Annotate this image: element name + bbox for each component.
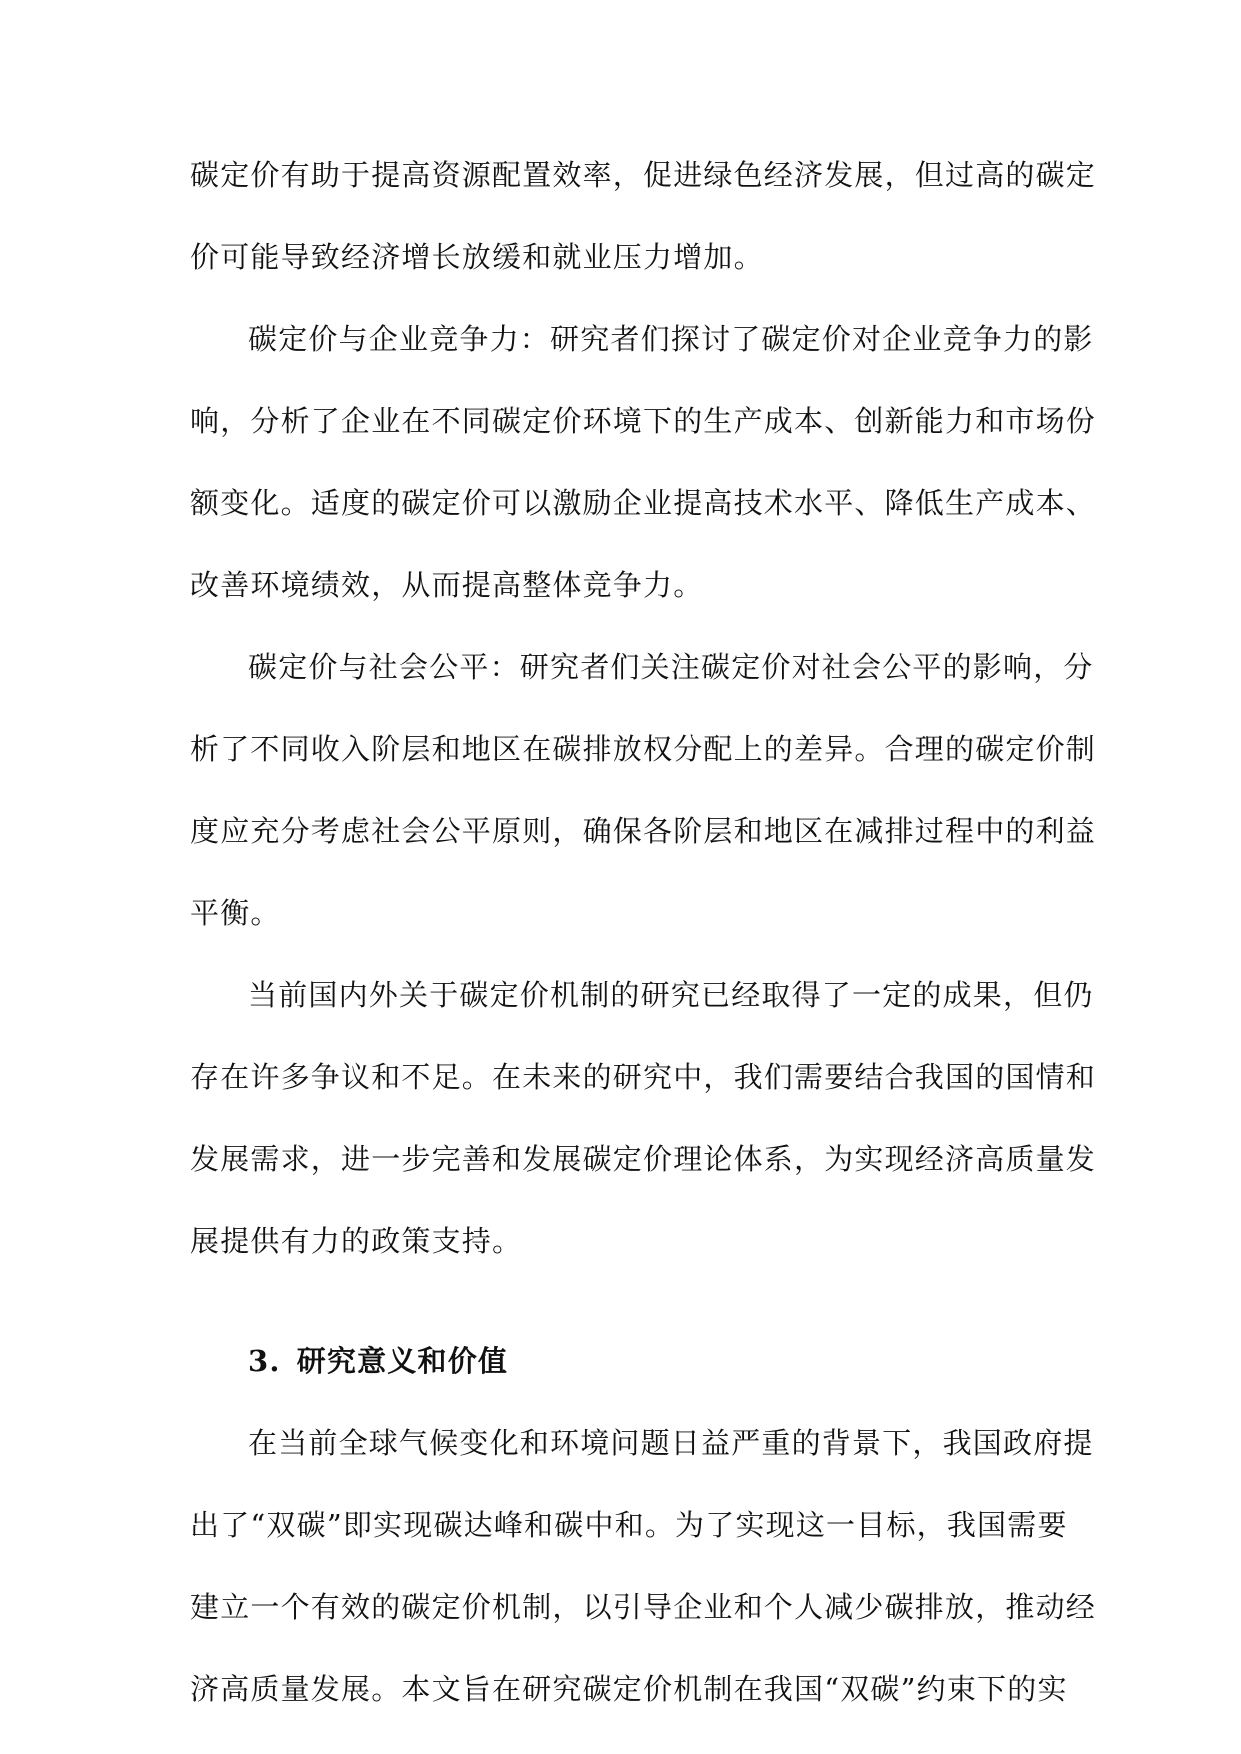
text-line: 碳定价有助于提高资源配置效率，促进绿色经济发展，但过高的碳定 <box>190 158 1097 192</box>
paragraph-1 <box>190 134 1097 298</box>
text-line: 发展需求，进一步完善和发展碳定价理论体系，为实现经济高质量发 <box>190 1142 1097 1176</box>
text-line: 额变化。适度的碳定价可以激励企业提高技术水平、降低生产成本、 <box>190 486 1097 520</box>
text-line: 析了不同收入阶层和地区在碳排放权分配上的差异。合理的碳定价制 <box>190 732 1097 766</box>
paragraph-4 <box>190 954 1097 1282</box>
paragraph-2 <box>190 298 1097 626</box>
text-line: 展提供有力的政策支持。 <box>190 1224 523 1258</box>
text-line: 碳定价与企业竞争力：研究者们探讨了碳定价对企业竞争力的影 <box>248 322 1094 356</box>
text-line: 改善环境绩效，从而提高整体竞争力。 <box>190 568 704 602</box>
document-page <box>190 134 1097 1730</box>
text-line: 平衡。 <box>190 896 281 930</box>
section-paragraph <box>190 1402 1097 1730</box>
section-number: 3. <box>248 1344 281 1378</box>
section-heading <box>190 1320 1060 1402</box>
text-line: 存在许多争议和不足。在未来的研究中，我们需要结合我国的国情和 <box>190 1060 1097 1094</box>
text-line: 价可能导致经济增长放缓和就业压力增加。 <box>190 240 764 274</box>
text-line: 出了“双碳”即实现碳达峰和碳中和。为了实现这一目标，我国需要 <box>190 1508 1068 1542</box>
section-title: 研究意义和价值 <box>296 1344 509 1378</box>
text-line: 当前国内外关于碳定价机制的研究已经取得了一定的成果，但仍 <box>248 978 1094 1012</box>
spacer <box>190 1282 1060 1320</box>
text-line: 响，分析了企业在不同碳定价环境下的生产成本、创新能力和市场份 <box>190 404 1097 438</box>
text-line: 碳定价与社会公平：研究者们关注碳定价对社会公平的影响，分 <box>248 650 1094 684</box>
text-line: 建立一个有效的碳定价机制，以引导企业和个人减少碳排放，推动经 <box>190 1590 1097 1624</box>
paragraph-3 <box>190 626 1097 954</box>
text-line: 度应充分考虑社会公平原则，确保各阶层和地区在减排过程中的利益 <box>190 814 1097 848</box>
text-line: 在当前全球气候变化和环境问题日益严重的背景下，我国政府提 <box>248 1426 1094 1460</box>
text-line: 济高质量发展。本文旨在研究碳定价机制在我国“双碳”约束下的实 <box>190 1672 1068 1706</box>
